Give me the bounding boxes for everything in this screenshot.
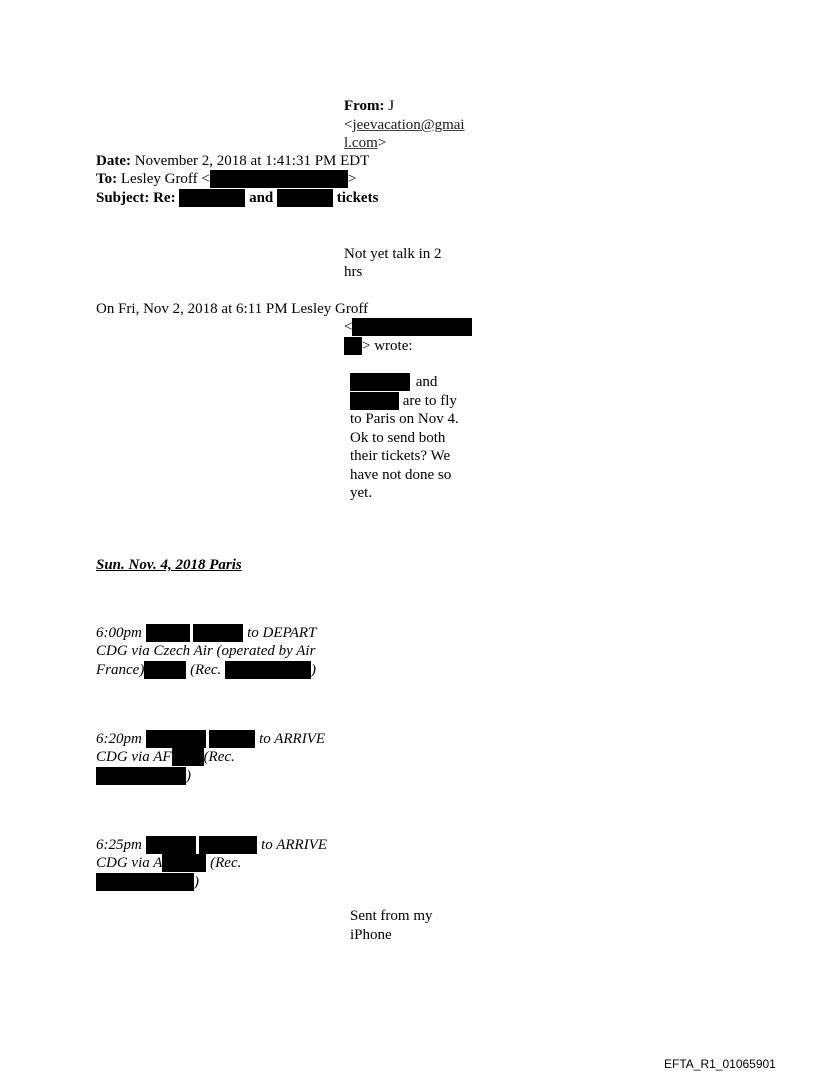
subject-tickets: tickets <box>336 190 379 206</box>
from-email-link-part2[interactable]: l.com <box>344 135 378 151</box>
subject-and: and <box>249 190 274 206</box>
from-label: From: <box>344 98 385 114</box>
quoted-open-bracket: < <box>344 319 353 335</box>
redaction-box <box>96 873 194 891</box>
to-name: Lesley Groff < <box>120 171 210 187</box>
quoted-intro: On Fri, Nov 2, 2018 at 6:11 PM Lesley Groff <box>96 301 369 317</box>
date-line <box>96 152 369 170</box>
quoted-email-line2 <box>344 337 413 355</box>
item1-line3a: France) <box>96 662 145 678</box>
redaction-box <box>199 836 257 854</box>
redaction-box <box>350 373 410 391</box>
quoted-body-line2 <box>350 392 457 410</box>
redaction-box <box>146 730 206 748</box>
date-value: November 2, 2018 at 1:41:31 PM EDT <box>134 153 370 169</box>
quoted-body-line3: to Paris on Nov 4. <box>350 411 459 427</box>
to-line <box>96 170 356 188</box>
quoted-email-line1 <box>344 318 472 336</box>
schedule-heading: Sun. Nov. 4, 2018 Paris <box>96 557 242 573</box>
item3-close: ) <box>194 874 199 890</box>
quoted-body-line7: yet. <box>350 485 373 501</box>
redaction-box <box>179 189 245 207</box>
schedule-item3-line3 <box>96 873 199 891</box>
item3-line2a: CDG via A <box>96 855 163 871</box>
item2-close: ) <box>186 768 191 784</box>
item3-time: 6:25pm <box>96 837 142 853</box>
quoted-wrote: > wrote: <box>362 338 413 354</box>
from-email-link-part1[interactable]: jeevacation@gmai <box>352 117 465 133</box>
document-id: EFTA_R1_01065901 <box>664 1057 776 1071</box>
email-close: > <box>377 135 387 151</box>
signature-line1: Sent from my <box>350 908 433 924</box>
redaction-box <box>210 170 348 188</box>
redaction-box <box>352 318 472 336</box>
schedule-item2-line2 <box>96 748 235 766</box>
signature-line2: iPhone <box>350 927 392 943</box>
from-email-line1 <box>344 116 465 134</box>
from-line <box>344 97 394 115</box>
item3-action: to ARRIVE <box>261 837 328 853</box>
redaction-box <box>146 836 196 854</box>
redaction-box <box>350 392 399 410</box>
redaction-box <box>144 661 186 679</box>
schedule-item1-line1 <box>96 624 316 642</box>
item1-close: ) <box>311 662 317 678</box>
subject-re: Re: <box>153 190 176 206</box>
redaction-box <box>225 661 311 679</box>
reply-line2: hrs <box>344 264 363 280</box>
schedule-item1-line2: CDG via Czech Air (operated by Air <box>96 643 316 659</box>
redaction-box <box>277 189 333 207</box>
reply-line1: Not yet talk in 2 <box>344 246 442 262</box>
quoted-line2-text: are to fly <box>402 393 457 409</box>
redaction-box <box>96 767 186 785</box>
schedule-item1-line3 <box>96 661 316 679</box>
quoted-body-line5: their tickets? We <box>350 448 451 464</box>
subject-line <box>96 189 378 207</box>
redaction-box <box>193 624 243 642</box>
schedule-item3-line2 <box>96 854 241 872</box>
redaction-box <box>209 730 255 748</box>
redaction-box <box>146 624 190 642</box>
date-label: Date: <box>96 153 131 169</box>
schedule-item2-line1 <box>96 730 325 748</box>
item2-line2a: CDG via AF <box>96 749 172 765</box>
item2-time: 6:20pm <box>96 731 142 747</box>
redaction-box <box>172 748 204 766</box>
item1-line3b: (Rec. <box>190 662 222 678</box>
redaction-box <box>162 854 206 872</box>
redaction-box <box>344 337 362 355</box>
to-label: To: <box>96 171 118 187</box>
item1-action: to DEPART <box>247 625 317 641</box>
quoted-body-line1 <box>350 373 437 391</box>
schedule-item3-line1 <box>96 836 327 854</box>
to-close: > <box>347 171 357 187</box>
schedule-item2-line3 <box>96 767 191 785</box>
item1-time: 6:00pm <box>96 625 142 641</box>
from-email-line2 <box>344 134 386 152</box>
quoted-and: and <box>415 374 438 390</box>
from-name: J <box>388 98 395 114</box>
quoted-body-line6: have not done so <box>350 467 452 483</box>
item2-line2b: (Rec. <box>203 749 235 765</box>
quoted-body-line4: Ok to send both <box>350 430 446 446</box>
item3-line2b: (Rec. <box>210 855 242 871</box>
item2-action: to ARRIVE <box>259 731 326 747</box>
email-open: < <box>344 117 353 133</box>
subject-label: Subject: <box>96 190 150 206</box>
